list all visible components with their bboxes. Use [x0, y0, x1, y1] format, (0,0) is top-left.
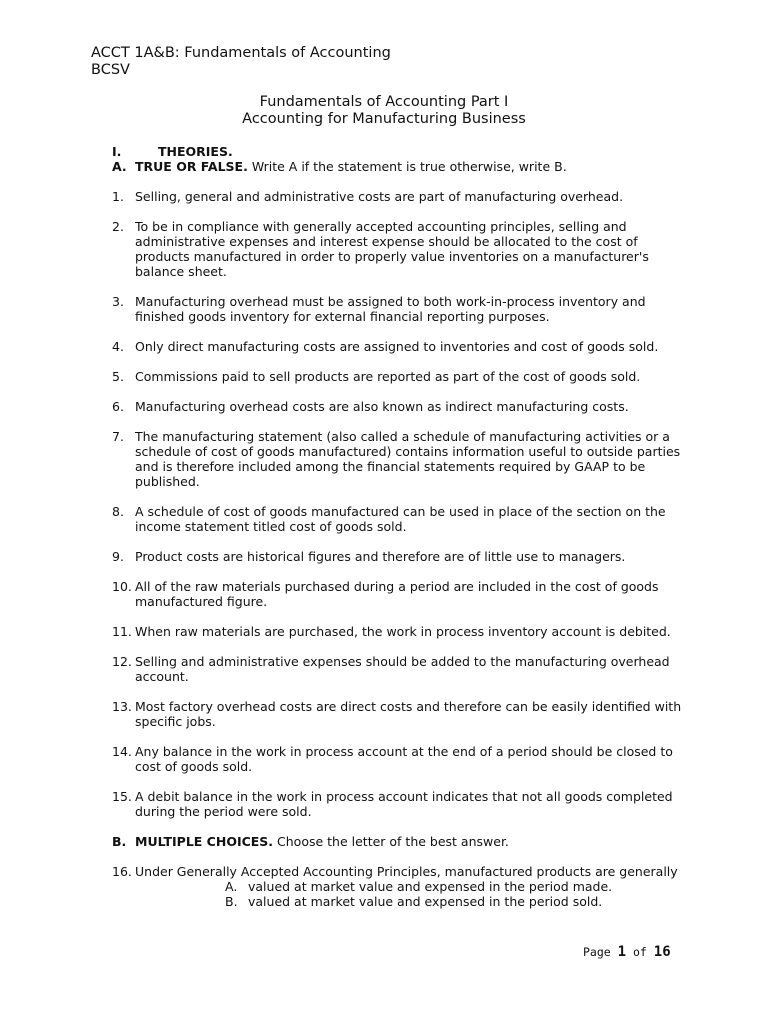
question-item [112, 699, 682, 729]
question-item [112, 429, 682, 489]
question-text: Selling and administrative expenses should be added to the manufacturing overhead account. [135, 654, 670, 684]
document-header [91, 45, 391, 79]
question-body [135, 864, 682, 909]
question-text: Any balance in the work in process account at the end of a period should be closed to cost of goods sold. [135, 744, 673, 774]
question-item [112, 864, 682, 909]
question-text: Only direct manufacturing costs are assigned to inventories and cost of goods sold. [135, 339, 659, 354]
question-text: Manufacturing overhead costs are also known as indirect manufacturing costs. [135, 399, 629, 414]
question-number: 6. [112, 399, 124, 414]
question-text: Product costs are historical figures and therefore are of little use to managers. [135, 549, 626, 564]
section-label: MULTIPLE CHOICES. [135, 834, 274, 849]
section-heading [135, 834, 509, 849]
true-false-list [112, 189, 682, 819]
choice-text: valued at market value and expensed in the period sold. [248, 894, 603, 909]
question-text: All of the raw materials purchased during a period are included in the cost of goods manufactured figure. [135, 579, 659, 609]
question-item [112, 369, 682, 384]
choice-letter: A. [225, 879, 238, 894]
page-footer [583, 945, 671, 960]
choice-letter: B. [225, 894, 238, 909]
section-theories [112, 144, 682, 159]
section-letter: A. [112, 159, 127, 174]
question-number: 14. [112, 744, 132, 759]
question-number: 1. [112, 189, 124, 204]
question-text: Selling, general and administrative costs are part of manufacturing overhead. [135, 189, 624, 204]
question-text: Commissions paid to sell products are reported as part of the cost of goods sold. [135, 369, 641, 384]
question-text: A schedule of cost of goods manufactured can be used in place of the section on the income statement titled cost of goods sold. [135, 504, 666, 534]
question-text: Under Generally Accepted Accounting Principles, manufactured products are generally [135, 864, 678, 879]
question-text: Most factory overhead costs are direct costs and therefore can be easily identified with specific jobs. [135, 699, 682, 729]
question-text: A debit balance in the work in process account indicates that not all goods completed during the period were sold. [135, 789, 673, 819]
question-item [112, 579, 682, 609]
question-number: 15. [112, 789, 132, 804]
document-body [112, 144, 682, 909]
subject-title: Accounting for Manufacturing Business [242, 111, 526, 127]
question-item [112, 789, 682, 819]
question-number: 10. [112, 579, 132, 594]
question-item [112, 654, 682, 684]
section-multiple-choice [112, 834, 682, 849]
section-letter: B. [112, 834, 127, 849]
question-number: 13. [112, 699, 132, 714]
section-number: I. [112, 144, 122, 159]
section-label: TRUE OR FALSE. [135, 159, 248, 174]
course-title: ACCT 1A&B: Fundamentals of Accounting [91, 45, 391, 61]
section-heading [135, 159, 567, 174]
question-item [112, 504, 682, 534]
question-number: 8. [112, 504, 124, 519]
page-total: 16 [653, 944, 671, 960]
question-item [112, 339, 682, 354]
question-item [112, 744, 682, 774]
question-number: 7. [112, 429, 124, 444]
of-word: of [626, 945, 654, 959]
question-number: 3. [112, 294, 124, 309]
section-label: THEORIES. [158, 144, 233, 159]
question-number: 2. [112, 219, 124, 234]
question-text: When raw materials are purchased, the work in process inventory account is debited. [135, 624, 671, 639]
question-number: 16. [112, 864, 132, 879]
choice-text: valued at market value and expensed in the period made. [248, 879, 613, 894]
section-instruction: Choose the letter of the best answer. [273, 834, 509, 849]
document-titles [0, 94, 768, 128]
question-text: To be in compliance with generally accepted accounting principles, selling and administrative expenses and interest expense should be allocated to the cost of products manufactured in order to properly value inventories on a manufacturer's balance sheet. [135, 219, 649, 279]
question-number: 4. [112, 339, 124, 354]
section-instruction: Write A if the statement is true otherwise, write B. [247, 159, 567, 174]
part-title: Fundamentals of Accounting Part I [259, 94, 509, 110]
question-text: Manufacturing overhead must be assigned to both work-in-process inventory and finished goods inventory for external financial reporting purposes. [135, 294, 646, 324]
choice-item [225, 894, 682, 909]
section-true-false [112, 159, 682, 174]
question-number: 9. [112, 549, 124, 564]
question-item [112, 624, 682, 639]
question-number: 12. [112, 654, 132, 669]
question-item [112, 549, 682, 564]
page-word: Page [583, 945, 618, 959]
page-number: 1 [617, 944, 627, 960]
question-number: 5. [112, 369, 124, 384]
choice-item [225, 879, 682, 894]
question-item [112, 219, 682, 279]
school-name: BCSV [91, 62, 130, 78]
question-text: The manufacturing statement (also called a schedule of manufacturing activities or a schedule of cost of goods manufactured) contains information useful to outside parties and is therefore included among the financial statements required by GAAP to be published. [135, 429, 681, 489]
question-item [112, 399, 682, 414]
choice-list [225, 879, 682, 909]
question-number: 11. [112, 624, 132, 639]
question-item [112, 294, 682, 324]
question-item [112, 189, 682, 204]
